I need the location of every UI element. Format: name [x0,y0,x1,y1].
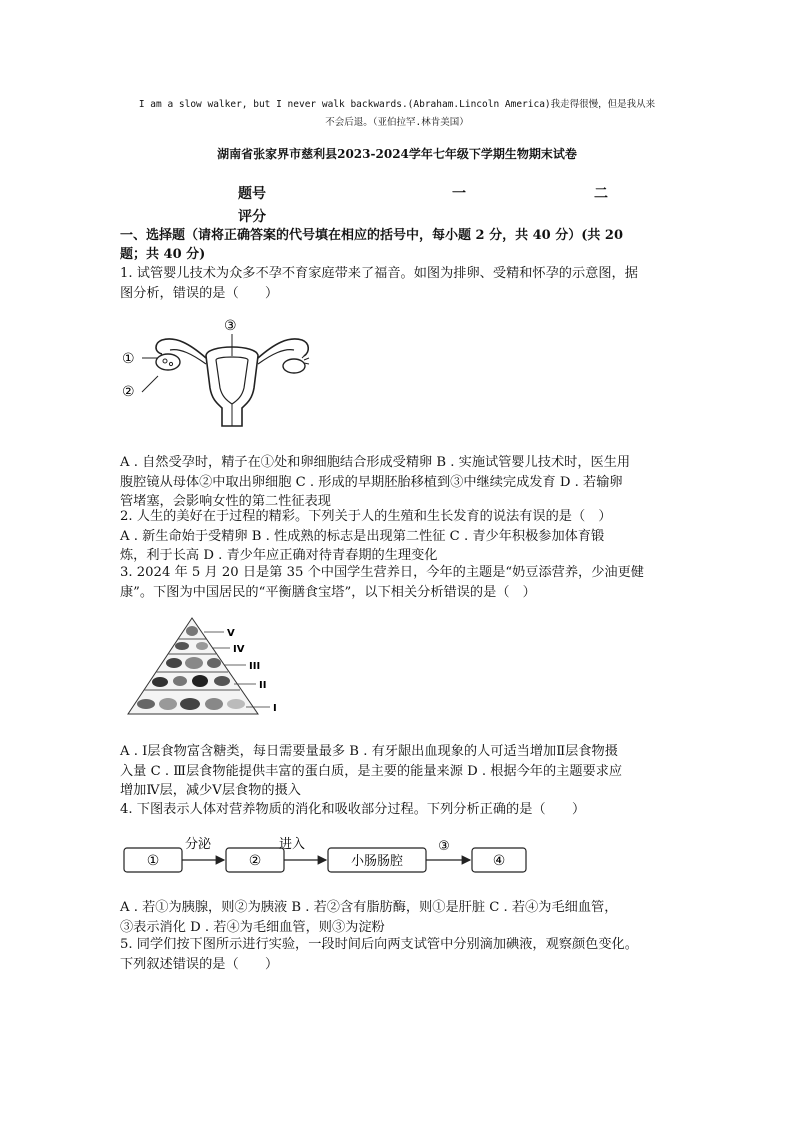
score-row-label-score: 评分 [238,209,266,225]
pyramid-label-V: V [227,628,235,639]
flow-box-1: ① [146,853,160,869]
flow-arrow-label-2: 进入 [278,837,306,852]
score-row-label-number: 题号 [238,186,266,202]
question-4-stem [120,800,680,820]
q3-stem-line-2: 康”。下图为中国居民的“平衡膳食宝塔”，以下相关分析错误的是（ ） [120,584,536,600]
flow-box-3: 小肠肠腔 [350,854,404,869]
flow-box-4: ④ [492,853,506,869]
q5-stem-line-1: 5. 同学们按下图所示进行实验，一段时间后向两支试管中分别滴加碘液，观察颜色变化。 [120,937,638,952]
quote-line-2: 不会后退。（亚伯拉罕.林肯美国） [325,117,469,128]
q3-stem-line-1: 3. 2024 年 5 月 20 日是第 35 个中国学生营养日，今年的主题是“奶豆添营养，少油更健 [120,565,644,580]
question-3-options [120,742,680,801]
question-1-options [120,453,680,512]
q4-option-line-2: ③表示消化 D . 若④为毛细血管，则③为淀粉 [120,919,385,935]
flow-arrow-label-1: 分泌 [184,837,212,852]
q4-option-line-1: A . 若①为胰腺，则②为胰液 B . 若②含有脂肪酶，则①是肝脏 C . 若④为毛细血管， [120,900,618,915]
pyramid-label-I: I [273,703,277,714]
q2-option-line-1: A . 新生命始于受精卵 B . 性成熟的标志是出现第二性征 C . 青少年积极参加体育锻 [120,528,605,544]
q2-stem-line-1: 2. 人生的美好在于过程的精彩。下列关于人的生殖和生长发育的说法有误的是（ ） [120,509,612,524]
question-2 [120,507,680,566]
pyramid-label-IV: IV [233,644,245,655]
q3-option-line-1: A . Ⅰ层食物富含糖类，每日需要量最多 B . 有牙龈出血现象的人可适当增加Ⅱ层食物摄 [120,744,618,759]
uterus-figure [118,316,318,432]
question-3-stem [120,563,680,602]
q5-stem-line-2: 下列叙述错误的是（ ） [120,956,279,972]
score-col-2: 二 [594,186,608,202]
q3-option-line-3: 增加Ⅳ层，减少Ⅴ层食物的摄入 [120,783,301,798]
section-line-2: 题；共 40 分) [120,247,206,262]
q4-stem-line-1: 4. 下图表示人体对营养物质的消化和吸收部分过程。下列分析正确的是（ ） [120,802,586,817]
section-line-1: 一、选择题（请将正确答案的代号填在相应的括号中，每小题 2 分，共 40 分）(共 20 [120,228,624,243]
page-title: 湖南省张家界市慈利县2023-2024学年七年级下学期生物期末试卷 [217,147,577,161]
q3-option-line-2: 入量 C . Ⅲ层食物能提供丰富的蛋白质，是主要的能量来源 D . 根据今年的主题要求应 [120,763,623,779]
header-quote [110,96,684,132]
score-col-1: 一 [452,186,466,202]
q1-option-line-1: A . 自然受孕时，精子在①处和卵细胞结合形成受精卵 B . 实施试管婴儿技术时，医生用 [120,455,631,470]
question-4-options [120,898,680,937]
flow-arrow-label-3: ③ [438,839,450,854]
question-5-stem [120,935,680,974]
figure1-label-1: ① [122,351,135,367]
digestion-flow-diagram [120,834,540,878]
q1-option-line-3: 管堵塞，会影响女性的第二性征表现 [120,494,331,509]
figure1-label-3: ③ [224,318,237,334]
quote-line-1: I am a slow walker, but I never walk backwards.(Abraham.Lincoln America)我走得很慢，但是我从来 [138,99,656,110]
section-heading [120,226,680,264]
q1-option-line-2: 腹腔镜从母体②中取出卵细胞 C . 形成的早期胚胎移植到③中继续完成发育 D . 若输卵 [120,474,623,490]
flow-box-2: ② [248,853,262,869]
food-pyramid-figure [124,614,294,722]
pyramid-label-III: III [249,661,261,672]
q1-stem-line-2: 图分析，错误的是（ ） [120,285,279,301]
pyramid-label-II: II [259,680,267,691]
q2-option-line-2: 炼，利于长高 D . 青少年应正确对待青春期的生理变化 [120,548,438,563]
q1-stem-line-1: 1. 试管婴儿技术为众多不孕不育家庭带来了福音。如图为排卵、受精和怀孕的示意图，据 [120,266,638,281]
question-1-stem [120,264,680,303]
figure1-label-2: ② [122,384,135,400]
